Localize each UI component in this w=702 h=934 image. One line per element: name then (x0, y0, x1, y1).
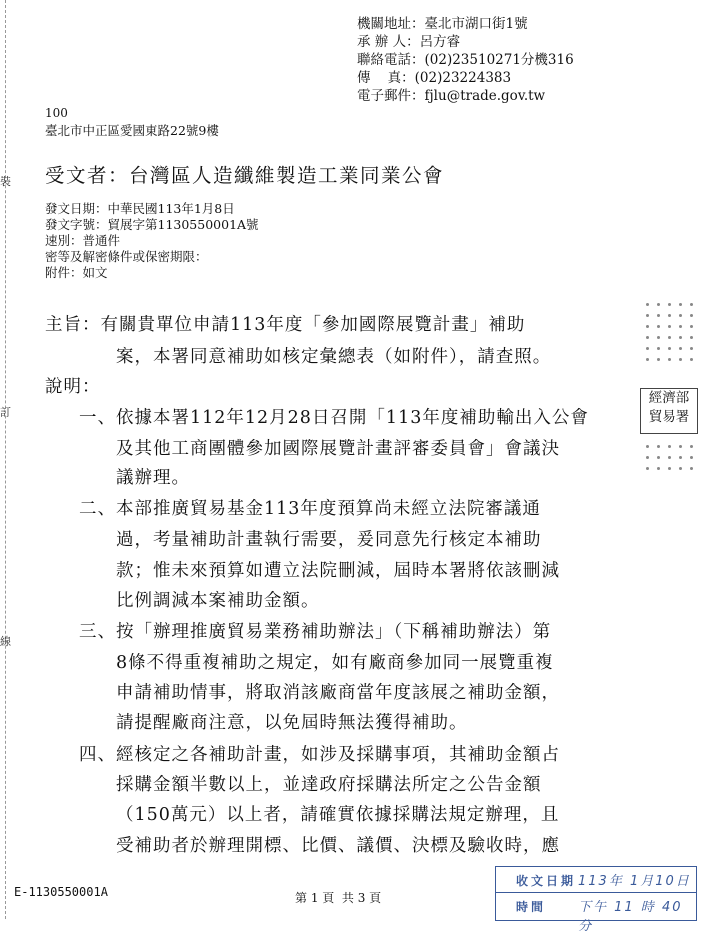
seal-line-2: 貿易署 (648, 409, 690, 425)
document-meta (45, 201, 259, 281)
agency-seal (640, 388, 698, 434)
explanation-item-3-line-1: 三、按「辦理推廣貿易業務補助辦法」（下稱補助辦法）第 (79, 622, 552, 642)
explanation-heading: 說明： (45, 377, 101, 397)
agency-contact-person: 承 辦 人：呂方睿 (357, 34, 461, 50)
seal-line-1: 經濟部 (648, 390, 690, 406)
subject-line-2: 案，本署同意補助如核定彙總表（如附件），請查照。 (116, 347, 552, 367)
explanation-item-2-line-3: 款；惟未來預算如遭立法院刪減，屆時本署將依該刪減 (116, 561, 560, 581)
footer-document-id: E-1130550001A (14, 885, 108, 899)
agency-fax: 傳 真：(02)23224383 (357, 70, 512, 86)
receipt-time-label: 時間 (516, 900, 547, 914)
explanation-item-4-line-2: 採購金額半數以上，並達政府採購法所定之公告金額 (116, 775, 542, 795)
subject-line-1: 主旨：有關貴單位申請113年度「參加國際展覽計畫」補助 (45, 315, 526, 335)
attachment-note: 附件：如文 (45, 265, 108, 280)
issue-date: 發文日期：中華民國113年1月8日 (45, 201, 235, 216)
explanation-item-1-line-2: 及其他工商團體參加國際展覽計畫評審委員會」會議決 (116, 439, 560, 459)
binding-mark-xian: 線 (0, 635, 11, 648)
explanation-item-2-line-2: 過，考量補助計畫執行需要，爰同意先行核定本補助 (116, 530, 542, 550)
binding-mark-zhuang: 裝 (0, 175, 11, 188)
explanation-item-2-line-4: 比例調減本案補助金額。 (116, 591, 320, 611)
binding-mark-ding: 訂 (0, 406, 11, 419)
page-number: 第 1 頁 共 3 頁 (295, 891, 382, 905)
explanation-item-4-line-4: 受補助者於辦理開標、比價、議價、決標及驗收時，應 (116, 836, 560, 856)
recipient-postal-code: 100 (45, 106, 68, 120)
agency-email: 電子郵件：fjlu@trade.gov.tw (357, 88, 546, 104)
receipt-time-value: 下午 11 時 40 分 (578, 900, 683, 934)
agency-phone: 聯絡電話：(02)23510271分機316 (357, 52, 574, 68)
receipt-date-value: 113年 1月10日 (578, 874, 691, 889)
security-level: 密等及解密條件或保密期限： (45, 249, 208, 264)
explanation-item-4-line-3: （150萬元）以上者，請確實依據採購法規定辦理，且 (116, 805, 560, 825)
explanation-item-4-line-1: 四、經核定之各補助計畫，如涉及採購事項，其補助金額占 (79, 745, 560, 765)
perforation-dots-bottom (646, 445, 698, 470)
document-number: 發文字號：貿展字第1130550001A號 (45, 217, 259, 232)
receipt-stamp-date-row (496, 867, 696, 893)
delivery-speed: 速別：普通件 (45, 233, 121, 248)
explanation-item-3-line-3: 申請補助情事，將取消該廠商當年度該展之補助金額， (116, 683, 560, 703)
receipt-stamp-time-row (496, 893, 696, 934)
agency-address: 機關地址：臺北市湖口街1號 (357, 16, 528, 32)
explanation-item-1-line-1: 一、依據本署112年12月28日召開「113年度補助輸出入公會 (79, 408, 589, 428)
receipt-date-label: 收文日期 (516, 874, 577, 888)
agency-contact-block (357, 15, 574, 105)
explanation-item-2-line-1: 二、本部推廣貿易基金113年度預算尚未經立法院審議通 (79, 499, 541, 519)
binding-line (5, 0, 6, 919)
explanation-item-3-line-2: 8條不得重複補助之規定，如有廠商參加同一展覽重複 (116, 653, 554, 673)
explanation-item-3-line-4: 請提醒廠商注意，以免屆時無法獲得補助。 (116, 713, 468, 733)
recipient-line: 受文者：台灣區人造纖維製造工業同業公會 (45, 164, 445, 187)
explanation-item-1-line-3: 議辦理。 (116, 468, 190, 488)
perforation-dots-top (646, 303, 698, 361)
receipt-stamp (495, 866, 697, 934)
recipient-address: 臺北市中正區愛國東路22號9樓 (45, 123, 219, 138)
